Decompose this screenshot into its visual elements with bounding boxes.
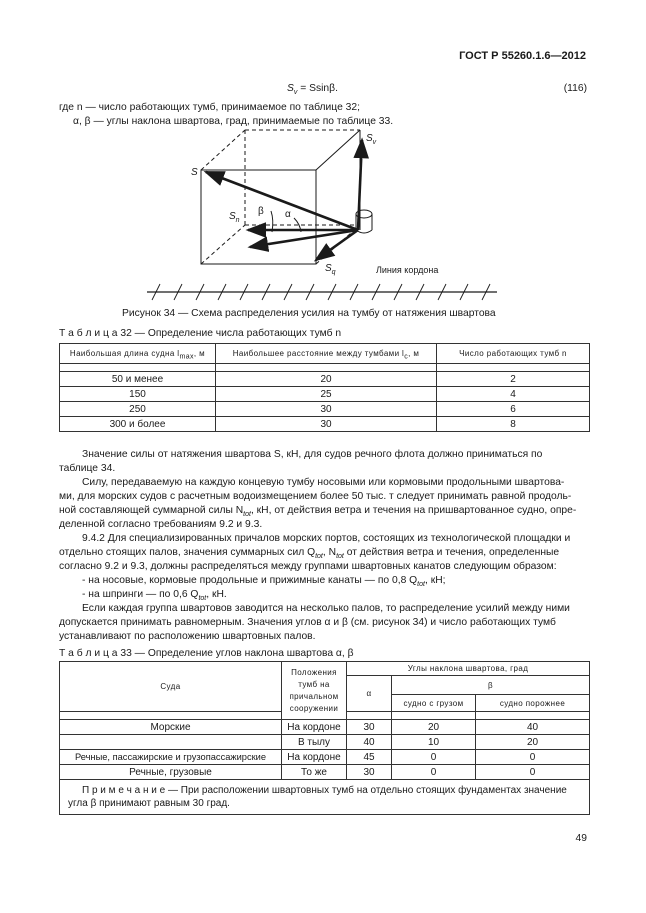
table33-header-beta: β bbox=[392, 676, 590, 695]
box-edge-bottom-left bbox=[201, 225, 245, 264]
table-row: 50 и менее 20 2 bbox=[60, 372, 590, 387]
document-code: ГОСТ Р 55260.1.6—2012 bbox=[459, 50, 586, 62]
arrow-horizontal bbox=[250, 230, 358, 247]
definition-alpha-beta: α, β — углы наклона швартова, град, принимаемые по таблице 33. bbox=[73, 116, 394, 127]
table33-header-empty: судно порожнее bbox=[476, 695, 590, 712]
paragraph-3-line-2: отдельно стоящих палов, значения суммарных сил $Q_{tot}$, $N_{tot}$ от действия ветра и течения, определенные bbox=[59, 547, 560, 561]
paragraph-2-line-1: Силу, передаваемую на каждую концевую тумбу носовыми или кормовыми продольными швартова- bbox=[82, 477, 565, 488]
table-row: 300 и более 30 8 bbox=[60, 417, 590, 432]
table-row: Речные, пассажирские и грузопассажирские На кордоне 45 0 0 bbox=[60, 750, 590, 765]
table-row: 150 25 4 bbox=[60, 387, 590, 402]
table32-header-row bbox=[60, 344, 590, 364]
table-row: Речные, грузовые То же 30 0 0 bbox=[60, 765, 590, 780]
paragraph-3-line-4: - на носовые, кормовые продольные и прижимные канаты — по 0,8 $Q_{tot}$, кН; bbox=[82, 575, 446, 589]
label-sn: $S_n$ bbox=[229, 211, 240, 224]
label-sv: $S_v$ bbox=[366, 133, 377, 146]
paragraph-1-line-1: Значение силы от натяжения швартова S, кН, для судов речного флота должно приниматься по bbox=[82, 449, 543, 460]
table33-header-angles: Углы наклона швартова, град bbox=[347, 662, 590, 676]
table32-header-length: Наибольшая длина судна $l_{max}$, м bbox=[60, 344, 216, 364]
paragraph-4-line-3: устанавливают по расположению швартовных палов. bbox=[59, 631, 316, 642]
table33-note: П р и м е ч а н и е — При расположении швартовных тумб на отдельно стоящих фундаментах значение угла β принимают равным 30 град. bbox=[60, 780, 590, 815]
box-front-face bbox=[201, 170, 316, 264]
paragraph-2-line-4: деленной согласно требованиям 9.2 и 9.3. bbox=[59, 519, 263, 530]
table33-title: Т а б л и ц а 33 — Определение углов наклона швартова α, β bbox=[59, 648, 354, 659]
label-alpha: α bbox=[285, 209, 291, 220]
table-row: 250 30 6 bbox=[60, 402, 590, 417]
table33-note-row bbox=[60, 780, 590, 815]
paragraph-2-line-2: ми, для морских судов с расчетным водоизмещением более 50 тыс. т следует принимать равной продоль- bbox=[59, 491, 572, 502]
table-32 bbox=[59, 343, 590, 432]
paragraph-1-line-2: таблице 34. bbox=[59, 463, 116, 474]
table32-header-distance: Наибольшее расстояние между тумбами $l_c$, м bbox=[216, 344, 437, 364]
paragraph-2-line-3: ной составляющей суммарной силы $N_{tot}$, кН, от действия ветра и течения на пришвартованное судно, опре- bbox=[59, 505, 577, 519]
table33-header-loaded: судно с грузом bbox=[392, 695, 476, 712]
label-s: S bbox=[191, 167, 198, 178]
definition-n: где n — число работающих тумб, принимаемое по таблице 32; bbox=[59, 102, 360, 113]
table33-header-alpha: α bbox=[347, 676, 392, 712]
paragraph-4-line-1: Если каждая группа швартовов заводится на несколько палов, то распределение усилий между ними bbox=[82, 603, 570, 614]
box-edge-top-right bbox=[316, 130, 360, 170]
table33-header-position: Положения тумб на причальном сооружении bbox=[282, 662, 347, 720]
table-row: Морские На кордоне 30 20 40 bbox=[60, 720, 590, 735]
table-row: В тылу 40 10 20 bbox=[60, 735, 590, 750]
paragraph-3-line-3: согласно 9.2 и 9.3, должны распределяться между группами швартовных канатов следующим образом: bbox=[59, 561, 557, 572]
label-beta: β bbox=[258, 206, 264, 217]
table32-spacer-row bbox=[60, 364, 590, 372]
label-sq: $S_q$ bbox=[325, 263, 336, 276]
table-33 bbox=[59, 661, 590, 815]
paragraph-4-line-2: допускается принимать равномерным. Значения углов α и β (см. рисунок 34) и число работающих тумб bbox=[59, 617, 556, 628]
page-number: 49 bbox=[575, 833, 587, 844]
formula-116: $S_v = Ssin\beta$. bbox=[287, 83, 338, 97]
figure-caption: Рисунок 34 — Схема распределения усилия на тумбу от натяжения швартова bbox=[122, 308, 496, 319]
paragraph-3-line-1: 9.4.2 Для специализированных причалов морских портов, состоящих из технологической площадки и bbox=[82, 533, 571, 544]
box-edge-top-left bbox=[201, 130, 245, 170]
table32-title: Т а б л и ц а 32 — Определение числа работающих тумб n bbox=[59, 328, 342, 339]
table32-header-count: Число работающих тумб n bbox=[437, 344, 590, 364]
label-quay-line: Линия кордона bbox=[376, 265, 439, 275]
paragraph-3-line-5: - на шпринги — по 0,6 $Q_{tot}$, кН. bbox=[82, 589, 227, 603]
formula-number: (116) bbox=[563, 83, 587, 94]
table33-header-vessels: Суда bbox=[60, 662, 282, 712]
